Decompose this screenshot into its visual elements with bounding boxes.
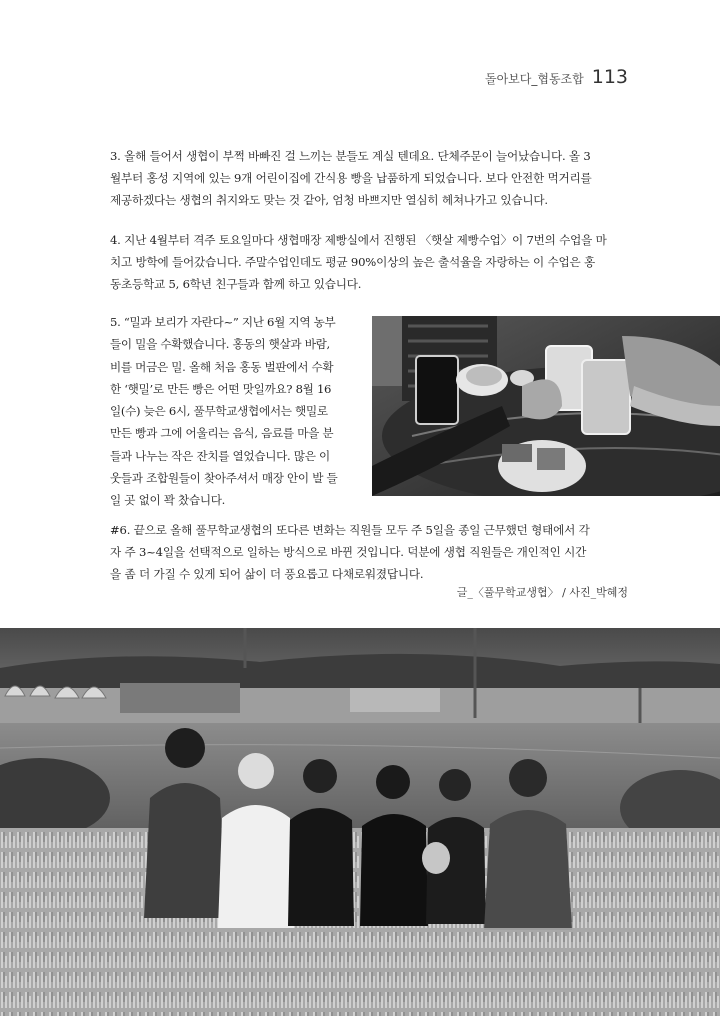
photo-credit: 글_〈풀무학교생협〉 / 사진_박혜정 — [456, 586, 628, 599]
running-header — [485, 66, 628, 88]
paragraph-3: 3. 올해 들어서 생협이 부쩍 바빠진 걸 느끼는 분들도 계실 텐데요. 단체주문이 늘어났습니다. 올 3 월부터 홍성 지역에 있는 9개 어린이집에 간식용 빵을 납품하게 되었습니다. 보다 안전한 먹거리를 제공하겠다는 생협의 취지와도 맞는 것 같아, 엄청 바쁘지만 열심히 헤쳐나가고 있습니다. — [110, 149, 592, 207]
paragraph-4: 4. 지난 4월부터 격주 토요일마다 생협매장 제빵실에서 진행된 〈햇살 제빵수업〉이 7번의 수업을 마 치고 방학에 들어갔습니다. 주말수업인데도 평균 90%이상의 높은 출석율을 자랑하는 이 수업은 홍 동초등학교 5, 6학년 친구들과 함께 하고 있습니다. — [110, 233, 607, 291]
wheat-field-group-photo — [0, 628, 720, 1016]
paragraph-5: 5. “밀과 보리가 자란다~” 지난 6월 지역 농부 들이 밀을 수확했습니다. 홍동의 햇살과 바람, 비를 머금은 밀. 올해 처음 홍동 벌판에서 수확 한 ‘햇밀’로 만든 빵은 어떤 맛일까요? 8월 16 일(수) 늦은 6시, 풀무학교생협에서는 햇밀로 만든 빵과 그에 어울리는 음식, 음료를 마을 분 들과 나누는 작은 잔치를 열었습니다. 많은 이 웃들과 조합원들이 찾아주셔서 매장 안이 발 들 일 곳 없이 꽉 찼습니다. — [110, 315, 338, 508]
page-number: 113 — [591, 66, 628, 88]
paragraph-6: #6. 끝으로 올해 풀무학교생협의 또다른 변화는 직원들 모두 주 5일을 종일 근무했던 형태에서 각 자 주 3~4일을 선택적으로 일하는 방식으로 바뀐 것입니다. 덕분에 생협 직원들은 개인적인 시간 을 좀 더 가질 수 있게 되어 삶이 더 풍요롭고 다채로워졌답니다. — [110, 523, 590, 581]
cafe-toast-photo — [372, 316, 720, 496]
section-title: 돌아보다_협동조합 — [484, 72, 584, 86]
